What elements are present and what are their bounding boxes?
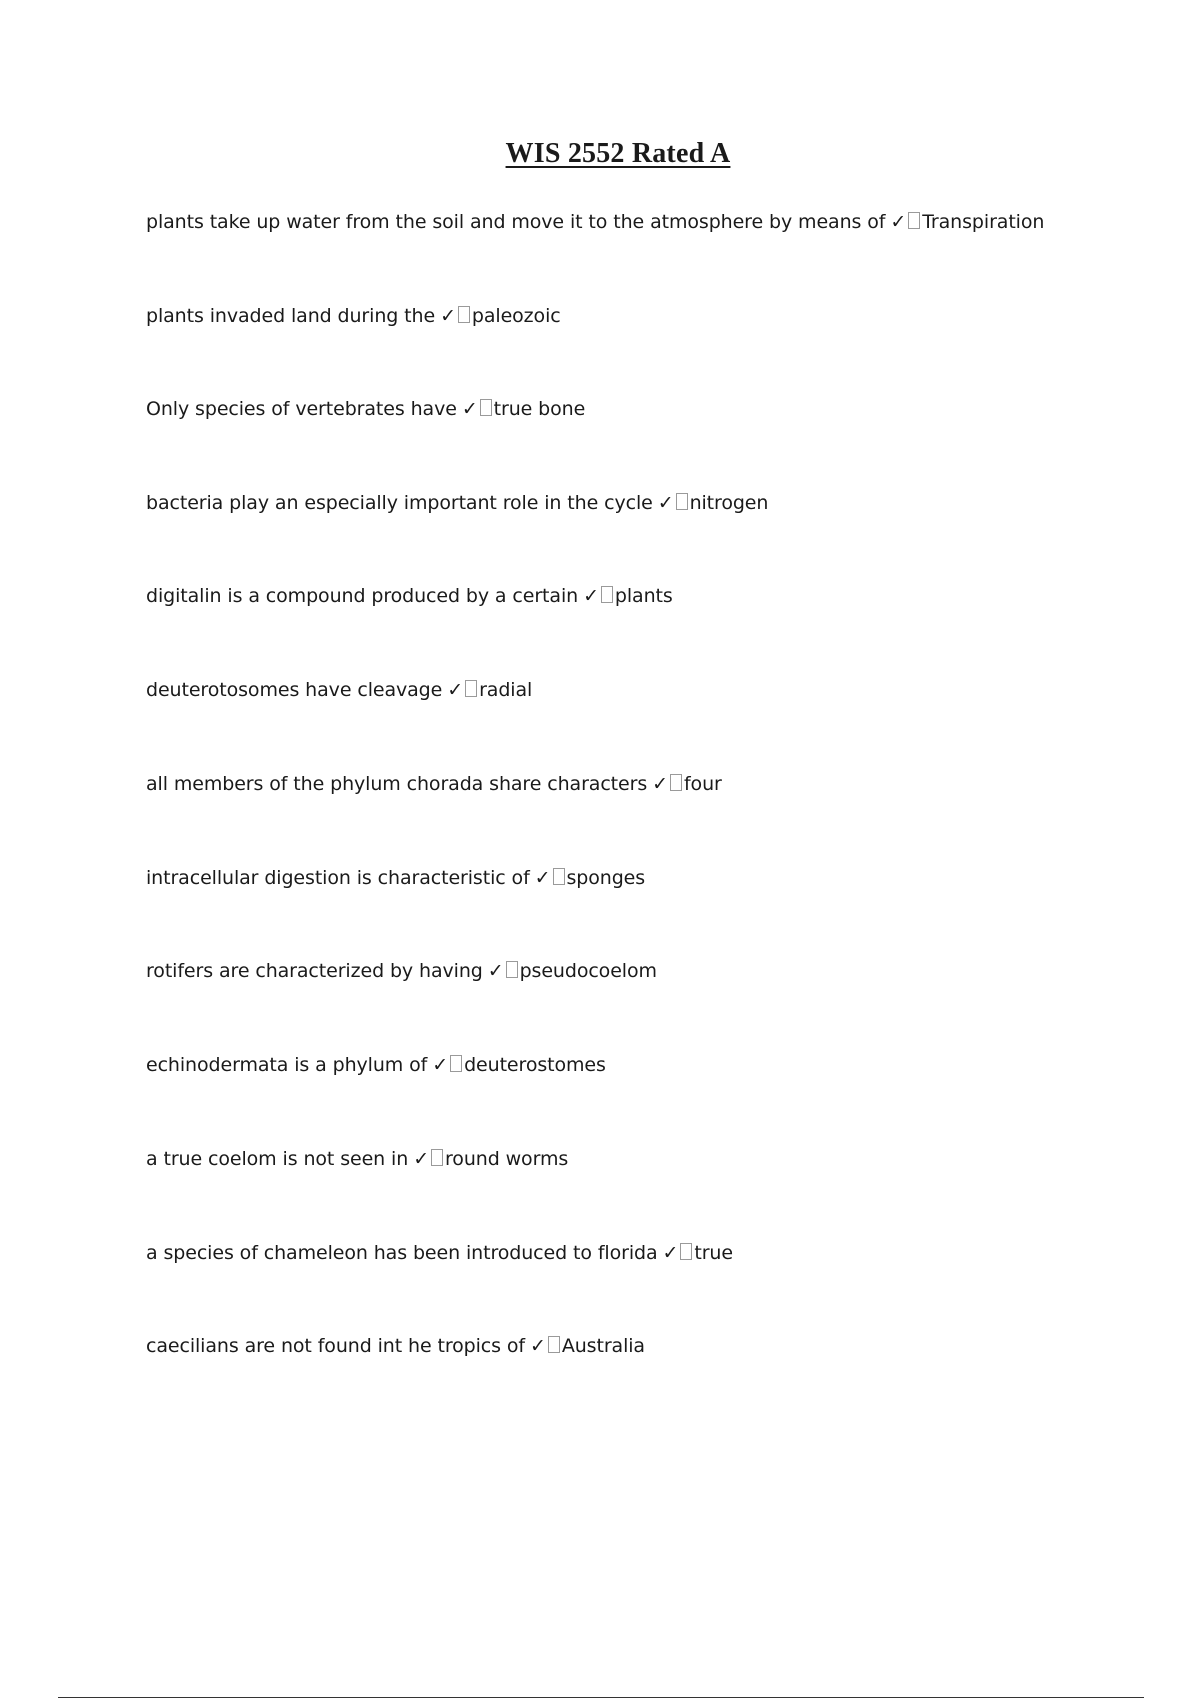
answer-text: true [694,1242,733,1264]
question-text: all members of the phylum chorada share characters [146,773,648,795]
question-text: deuterotosomes have cleavage [146,679,443,701]
qa-item [146,959,657,983]
checkmark-icon: ✓ [432,1054,449,1076]
footer-divider [58,1697,1144,1698]
question-text: intracellular digestion is characteristic of [146,867,530,889]
qa-item [146,491,768,515]
answer-text: plants [614,585,673,607]
answer-text: Australia [561,1335,645,1357]
box-glyph-icon [680,1243,692,1260]
qa-item [146,1053,606,1077]
answer-text: pseudocoelom [519,960,657,982]
box-glyph-icon [548,1336,560,1353]
box-glyph-icon [480,399,492,416]
qa-item [146,678,532,702]
checkmark-icon: ✓ [657,492,674,514]
checkmark-icon: ✓ [461,398,478,420]
box-glyph-icon [670,774,682,791]
qa-item [146,1241,733,1265]
checkmark-icon: ✓ [530,1335,546,1357]
qa-item [146,397,585,421]
answer-text: deuterostomes [464,1054,606,1076]
answer-text: Transpiration [922,211,1045,233]
qa-item [146,866,645,890]
question-text: Only species of vertebrates have [146,398,457,420]
checkmark-icon: ✓ [652,773,668,795]
document-title-text: WIS 2552 Rated A [505,138,731,169]
qa-item [146,1147,568,1171]
question-text: digitalin is a compound produced by a certain [146,585,579,607]
qa-item [146,584,673,608]
answer-text: radial [479,679,533,701]
question-text: bacteria play an especially important role in the cycle [146,492,653,514]
box-glyph-icon [506,961,518,978]
question-text: caecilians are not found int he tropics of [146,1335,525,1357]
checkmark-icon: ✓ [440,305,456,327]
question-text: echinodermata is a phylum of [146,1054,428,1076]
qa-item [146,772,722,796]
qa-item [146,210,1044,234]
answer-text: sponges [566,867,646,889]
box-glyph-icon [458,306,470,323]
box-glyph-icon [431,1149,443,1166]
box-glyph-icon [465,680,477,697]
answer-text: round worms [445,1148,569,1170]
question-text: a species of chameleon has been introduced to florida [146,1242,658,1264]
question-text: rotifers are characterized by having [146,960,483,982]
box-glyph-icon [908,212,920,229]
box-glyph-icon [450,1055,462,1072]
qa-item [146,1334,645,1358]
document-title [0,138,1200,170]
question-text: plants invaded land during the [146,305,436,327]
checkmark-icon: ✓ [890,211,907,233]
answer-text: nitrogen [689,492,769,514]
answer-text: true bone [493,398,586,420]
checkmark-icon: ✓ [662,1242,679,1264]
box-glyph-icon [553,868,565,885]
answer-text: paleozoic [471,305,561,327]
qa-item [146,304,561,328]
box-glyph-icon [601,586,613,603]
box-glyph-icon [676,493,688,510]
answer-text: four [683,773,722,795]
checkmark-icon: ✓ [413,1148,430,1170]
checkmark-icon: ✓ [447,679,464,701]
checkmark-icon: ✓ [583,585,599,607]
question-text: a true coelom is not seen in [146,1148,409,1170]
question-text: plants take up water from the soil and move it to the atmosphere by means of [146,211,886,233]
checkmark-icon: ✓ [534,867,551,889]
checkmark-icon: ✓ [487,960,504,982]
